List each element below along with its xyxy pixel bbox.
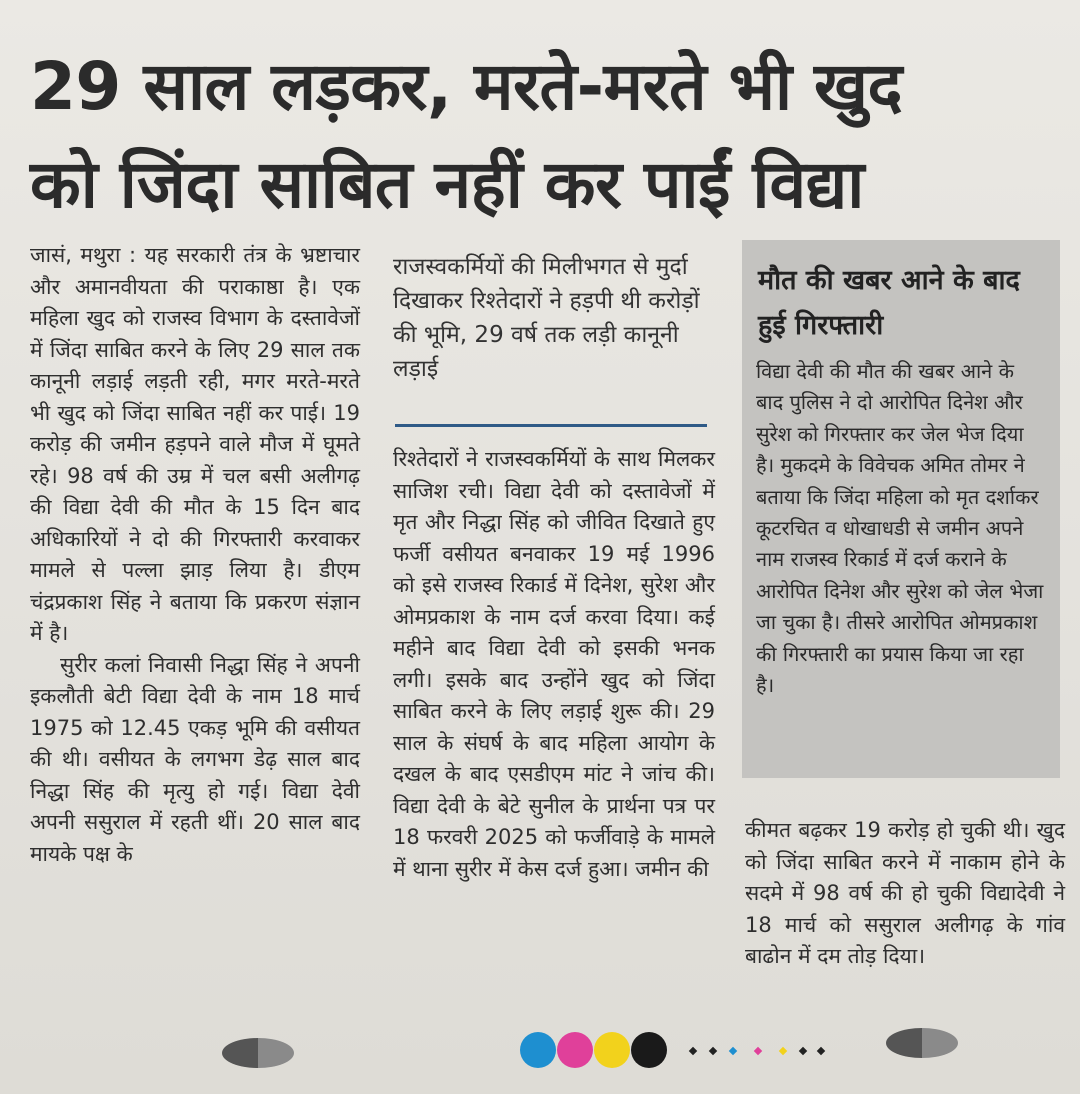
headline-line-1: 29 साल लड़कर, मरते-मरते भी खुद — [30, 48, 903, 125]
article-paragraph: सुरीर कलां निवासी निद्धा सिंह ने अपनी इकलौती बेटी विद्या देवी के नाम 18 मार्च 1975 को 12.45 एकड़ भूमि की वसीयत की थी। वसीयत के लगभग डेढ़ साल बाद निद्धा सिंह की मृत्यु हो गई। विद्या देवी अपनी ससुराल में रहती थीं। 20 साल बाद मायके पक्ष के — [30, 652, 360, 866]
print-registration-marks — [0, 1020, 1080, 1080]
register-diamond-icon — [689, 1047, 697, 1055]
article-deck: राजस्वकर्मियों की मिलीभगत से मुर्दा दिखाकर रिश्तेदारों ने हड़पी थी करोड़ों की भूमि, 29 वर्ष तक लड़ी कानूनी लड़ाई — [393, 254, 700, 382]
register-diamond-icon — [799, 1047, 807, 1055]
headline — [30, 38, 1050, 234]
cyan-dot-icon — [520, 1032, 556, 1068]
article-paragraph: रिश्तेदारों ने राजस्वकर्मियों के साथ मिलकर साजिश रची। विद्या देवी को दस्तावेजों में मृत और निद्धा सिंह को जीवित दिखाते हुए फर्जी वसीयत बनवाकर 19 मई 1996 को इसे राजस्व रिकार्ड में दिनेश, सुरेश और ओमप्रकाश के नाम दर्ज करवा दिया। कई महीने बाद विद्या देवी को इसकी भनक लगी। इसके बाद उन्होंने खुद को जिंदा साबित करने के लिए लड़ाई शुरू की। 29 साल के संघर्ष के बाद महिला आयोग के दखल के बाद एसडीएम मांट ने जांच की। विद्या देवी के बेटे सुनील के प्रार्थना पत्र पर 18 फरवरी 2025 को फर्जीवाड़े के मामले में थाना सुरीर में केस दर्ज हुआ। जमीन की — [393, 447, 715, 881]
register-diamond-icon — [754, 1047, 762, 1055]
article-paragraph: कीमत बढ़कर 19 करोड़ हो चुकी थी। खुद को जिंदा साबित करने में नाकाम होने के सदमे में 98 वर्ष की हो चुकी विद्यादेवी ने 18 मार्च को ससुराल अलीगढ़ के गांव बाढोन में दम तोड़ दिया। — [745, 818, 1065, 968]
headline-line-2: को जिंदा साबित नहीं कर पाईं विद्या — [30, 146, 864, 223]
registration-mark-icon — [222, 1038, 294, 1068]
yellow-dot-icon — [594, 1032, 630, 1068]
register-diamond-icon — [729, 1047, 737, 1055]
deck-divider — [395, 424, 707, 427]
article-column-3 — [745, 815, 1065, 973]
register-diamond-icon — [779, 1047, 787, 1055]
magenta-dot-icon — [557, 1032, 593, 1068]
article-paragraph: जासं, मथुरा : यह सरकारी तंत्र के भ्रष्टाचार और अमानवीयता की पराकाष्ठा है। एक महिला खुद को राजस्व विभाग के दस्तावेजों में जिंदा साबित करने के लिए 29 साल तक कानूनी लड़ाई लड़ती रही, मगर मरते-मरते भी खुद को जिंदा साबित नहीं कर पाई। 19 करोड़ की जमीन हड़पने वाले मौज में घूमते रहे। 98 वर्ष की उम्र में चल बसी अलीगढ़ की विद्या देवी की मौत के 15 दिन बाद अधिकारियों ने दो की गिरफ्तारी करवाकर मामले से पल्ला झाड़ लिया है। डीएम चंद्रप्रकाश सिंह ने बताया कि प्रकरण संज्ञान में है। — [30, 243, 360, 645]
registration-mark-icon — [886, 1028, 958, 1058]
article-column-1 — [30, 240, 360, 870]
sidebar-body: विद्या देवी की मौत की खबर आने के बाद पुलिस ने दो आरोपित दिनेश और सुरेश को गिरफ्तार कर जेल भेज दिया है। मुकदमे के विवेचक अमित तोमर ने बताया कि जिंदा महिला को मृत दर्शाकर कूटरचित व धोखाधडी से जमीन अपने नाम राजस्व रिकार्ड में दर्ज कराने के आरोपित दिनेश और सुरेश को जेल भेजा जा चुका है। तीसरे आरोपित ओमप्रकाश की गिरफ्तारी का प्रयास किया जा रहा है। — [756, 359, 1044, 698]
register-diamond-icon — [817, 1047, 825, 1055]
black-dot-icon — [631, 1032, 667, 1068]
register-diamond-icon — [709, 1047, 717, 1055]
sidebar-title: मौत की खबर आने के बाद हुई गिरफ्तारी — [758, 265, 1020, 341]
article-column-2 — [393, 444, 715, 885]
